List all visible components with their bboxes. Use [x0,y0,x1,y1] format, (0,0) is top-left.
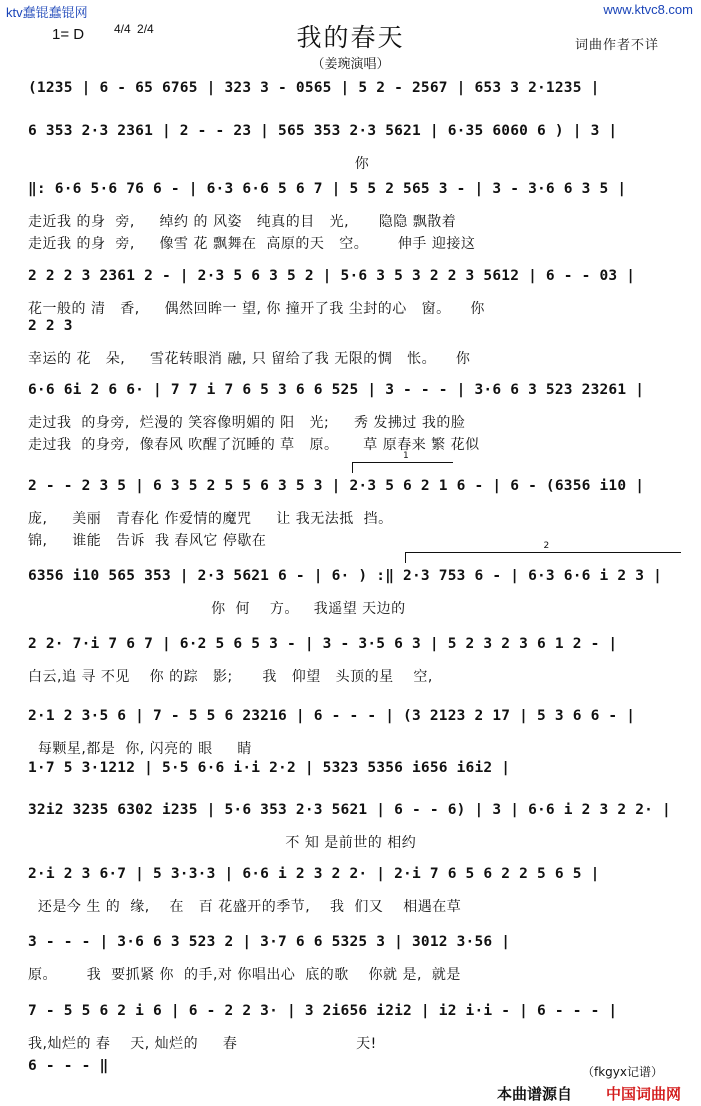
notation-line: 6356 i10 565 353 | 2·3 5621 6 - | 6· ) :‖ 2·3 753 6 - | 6·3 6·6 i 2 3 | [28,568,663,584]
singer-credit: （姜琬演唱） [311,57,390,72]
lyric-line: 原。 我 要抓紧 你 的手,对 你唱出心 底的歌 你就 是, 就是 [28,967,461,982]
time-signature-2: 2/4 [137,22,154,36]
notation-line: 6 - - - ‖ [28,1058,109,1074]
lyric-line: 锦, 谁能 告诉 我 春风它 停歇在 [28,533,267,548]
watermark-left: ktv蠢锟蠢锟网 [6,5,88,20]
lyric-line: 白云,追 寻 不见 你 的踪 影; 我 仰望 头顶的星 空, [28,669,433,684]
notation-line: 7 - 5 5 6 2 i 6 | 6 - 2 2 3· | 3 2i656 i2i2 | i2 i·i - | 6 - - - | [28,1003,618,1019]
notation-line: ‖: 6·6 5·6 76 6 - | 6·3 6·6 5 6 7 | 5 5 2 565 3 - | 3 - 3·6 6 3 5 | [28,181,627,197]
lyric-line: 还是今 生 的 缘, 在 百 花盛开的季节, 我 们又 相遇在草 [28,899,462,914]
notation-line: 1·7 5 3·1212 | 5·5 6·6 i·i 2·2 | 5323 5356 i656 i6i2 | [28,760,511,776]
volta-number-1: 1 [403,451,409,461]
notation-line: 6·6 6i 2 6 6· | 7 7 i 7 6 5 3 6 6 525 | 3 - - - | 3·6 6 3 523 23261 | [28,382,645,398]
lyric-line: 走过我 的身旁, 烂漫的 笑容像明媚的 阳 光; 秀 发拂过 我的脸 [28,415,466,430]
lyric-line: 你 [28,156,370,171]
lyric-line: 花一般的 清 香, 偶然回眸一 望, 你 撞开了我 尘封的心 窗。 你 [28,301,485,316]
composer-credit: 词曲作者不详 [574,38,659,53]
notation-line: 2 - - 2 3 5 | 6 3 5 2 5 5 6 3 5 3 | 2·3 5 6 2 1 6 - | 6 - (6356 i10 | [28,478,645,494]
notation-line: (1235 | 6 - 65 6765 | 323 3 - 0565 | 5 2 - 2567 | 653 3 2·1235 | [28,80,600,96]
notation-line: 32i2 3235 6302 i235 | 5·6 353 2·3 5621 | 6 - - 6) | 3 | 6·6 i 2 3 2 2· | [28,802,671,818]
footer-source-site: 中国词曲网 [606,1085,682,1103]
key-signature: 1= D [52,26,85,43]
lyric-line: 幸运的 花 朵, 雪花转眼消 融, 只 留给了我 无限的惆 怅。 你 [28,351,471,366]
lyric-line: 每颗星,都是 你, 闪亮的 眼 睛 [28,741,252,756]
time-signature-1: 4/4 [114,22,131,36]
volta-bracket-2 [405,541,681,563]
lyric-line: 走近我 的身 旁, 像雪 花 飘舞在 高原的天 空。 伸手 迎接这 [28,236,476,251]
footer-source-label: 本曲谱源自 [497,1085,573,1103]
notation-line: 6 353 2·3 2361 | 2 - - 23 | 565 353 2·3 5621 | 6·35 6060 6 ) | 3 | [28,123,618,139]
lyric-line: 我,灿烂的 春 天, 灿烂的 春 天! [28,1036,377,1051]
lyric-line: 走近我 的身 旁, 绰约 的 风姿 纯真的目 光, 隐隐 飘散着 [28,214,457,229]
notation-line: 2 2 3 [28,318,73,334]
volta-number-2: 2 [543,541,550,551]
notation-line: 2·1 2 3·5 6 | 7 - 5 5 6 23216 | 6 - - - | (3 2123 2 17 | 5 3 6 6 - | [28,708,636,724]
watermark-right: www.ktvc8.com [603,2,693,17]
lyric-line: 庞, 美丽 青春化 作爱情的魔咒 让 我无法抵 挡。 [28,511,393,526]
transcriber-credit: （fkgyx记谱） [582,1065,663,1079]
song-title: 我的春天 [296,23,405,52]
notation-line: 2·i 2 3 6·7 | 5 3·3·3 | 6·6 i 2 3 2 2· | 2·i 7 6 5 6 2 2 5 6 5 | [28,866,600,882]
lyric-line: 走过我 的身旁, 像春风 吹醒了沉睡的 草 原。 草 原春来 繁 花似 [28,437,480,452]
volta-bracket-1 [352,451,453,473]
notation-line: 2 2· 7·i 7 6 7 | 6·2 5 6 5 3 - | 3 - 3·5 6 3 | 5 2 3 2 3 6 1 2 - | [28,636,618,652]
lyric-line: 不 知 是前世的 相约 [28,835,417,850]
lyric-line: 你 何 方。 我遥望 天边的 [28,601,406,616]
notation-line: 3 - - - | 3·6 6 3 523 2 | 3·7 6 6 5325 3 | 3012 3·56 | [28,934,511,950]
notation-line: 2 2 2 3 2361 2 - | 2·3 5 6 3 5 2 | 5·6 3 5 3 2 2 3 5612 | 6 - - 03 | [28,268,636,284]
